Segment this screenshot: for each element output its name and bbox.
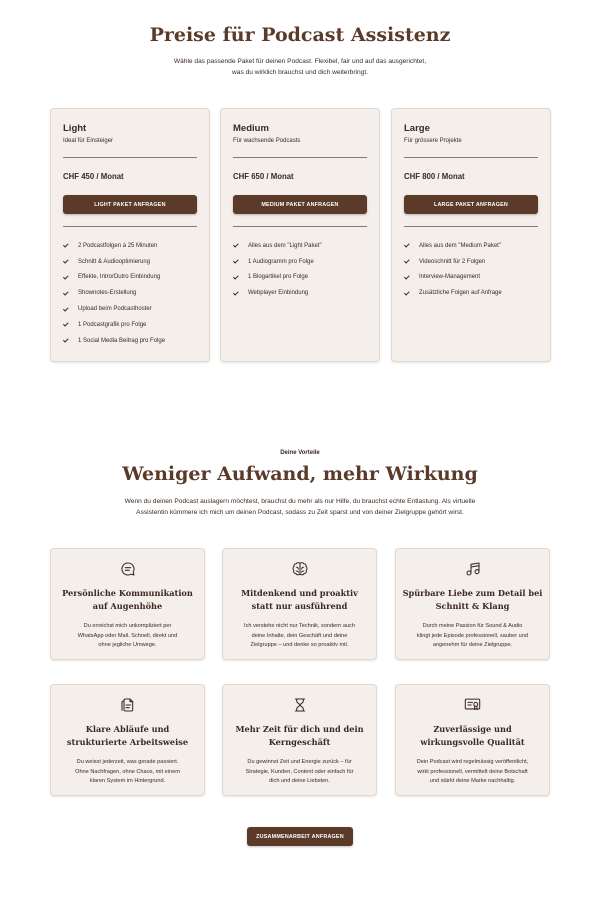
feature-item bbox=[63, 317, 201, 333]
benefit-text bbox=[404, 622, 541, 651]
benefit-text-line: und stärkt deine Marke nachhaltig. bbox=[429, 778, 516, 785]
pricing-title: Preise für Podcast Assistenz bbox=[149, 24, 451, 46]
benefit-card bbox=[395, 548, 550, 660]
check-icon bbox=[233, 290, 239, 296]
check-icon bbox=[63, 337, 69, 343]
divider bbox=[404, 157, 538, 158]
benefit-card bbox=[222, 548, 377, 660]
feature-label: Schnitt & Audiooptimierung bbox=[78, 258, 151, 265]
benefit-title-line: auf Augenhöhe bbox=[92, 600, 163, 611]
feature-item bbox=[404, 285, 542, 301]
benefit-title-line: Schnitt & Klang bbox=[435, 600, 510, 611]
pricing-subtitle-line: was du wirklich brauchst und dich weiterbringt. bbox=[232, 68, 368, 76]
light-package-request-button[interactable]: LIGHT PAKET ANFRAGEN bbox=[63, 195, 197, 214]
feature-label: 1 Audiogramm pro Folge bbox=[248, 258, 314, 265]
benefits-subtitle bbox=[95, 497, 505, 518]
feature-label: 1 Social Media Beitrag pro Folge bbox=[78, 337, 166, 344]
benefit-title-line: statt nur ausführend bbox=[251, 600, 348, 611]
benefit-text-line: wirkt professionell, vermittelt deine Botschaft bbox=[417, 768, 528, 775]
benefit-text bbox=[231, 622, 368, 651]
benefits-subtitle-line: Assistentin kümmere ich mich um deinen Podcast, sodass zu Zeit sparst und von deiner Zielgruppe gehört wirst. bbox=[136, 508, 464, 516]
benefit-text-line: klingt jede Episode professionell, sauber und bbox=[416, 632, 528, 639]
benefit-text-line: Dein Podcast wird regelmässig veröffentlicht, bbox=[416, 759, 529, 765]
benefit-title-line: Mitdenkend und proaktiv bbox=[241, 588, 358, 598]
check-icon bbox=[63, 290, 69, 296]
feature-label: Videoschnitt für 2 Folgen bbox=[419, 258, 486, 265]
benefit-text-line: Strategie, Kunden, Content oder einfach für bbox=[245, 768, 354, 775]
plan-name: Large bbox=[404, 123, 430, 134]
benefit-text-line: Durch meine Passion für Sound & Audio bbox=[422, 623, 523, 629]
benefit-text-line: Du erreichst mich unkompliziert per bbox=[83, 623, 172, 629]
feature-item bbox=[404, 238, 542, 254]
check-icon bbox=[404, 258, 410, 264]
feature-item bbox=[404, 270, 542, 286]
plan-name: Light bbox=[63, 123, 87, 134]
feature-label: 2 Podcastfolgen à 25 Minuten bbox=[78, 242, 158, 249]
benefit-title bbox=[57, 587, 198, 612]
certificate-icon bbox=[464, 697, 481, 713]
documents-icon bbox=[120, 697, 136, 713]
feature-label: Upload beim Podcasthoster bbox=[78, 306, 152, 313]
large-package-request-button[interactable]: LARGE PAKET ANFRAGEN bbox=[404, 195, 538, 214]
section-eyebrow: Deine Vorteile bbox=[280, 450, 320, 456]
divider bbox=[63, 157, 197, 158]
benefit-title bbox=[402, 723, 543, 748]
benefit-text-line: ohne jegliche Umwege. bbox=[98, 642, 157, 649]
feature-item bbox=[233, 270, 371, 286]
music-note-icon bbox=[465, 561, 481, 577]
feature-label: Webplayer Einbindung bbox=[248, 290, 309, 297]
divider bbox=[404, 226, 538, 227]
feature-label: Alles aus dem "Light Paket" bbox=[248, 242, 322, 249]
medium-package-request-button[interactable]: MEDIUM PAKET ANFRAGEN bbox=[233, 195, 367, 214]
feature-label: Zusätzliche Folgen auf Anfrage bbox=[419, 290, 502, 297]
plan-tagline: Für wachsende Podcasts bbox=[233, 138, 301, 144]
check-icon bbox=[404, 290, 410, 296]
plan-price: CHF 800 / Monat bbox=[404, 172, 465, 181]
benefit-title bbox=[229, 587, 370, 612]
feature-item bbox=[63, 238, 201, 254]
benefit-title-line: Mehr Zeit für dich und dein bbox=[235, 724, 364, 734]
benefit-title-line: Klare Abläufe und bbox=[85, 724, 170, 734]
feature-item bbox=[233, 254, 371, 270]
benefits-subtitle-line: Wenn du deinen Podcast auslagern möchtest, brauchst du mehr als nur Hilfe, du brauchst echte Entlastung. Als virtuelle bbox=[124, 498, 476, 505]
feature-label: Effekte, Intro/Outro Einbindung bbox=[78, 274, 161, 281]
feature-item bbox=[63, 270, 201, 286]
feature-item bbox=[63, 301, 201, 317]
feature-item bbox=[63, 254, 201, 270]
plan-price: CHF 450 / Monat bbox=[63, 172, 124, 181]
plan-tagline: Ideal für Einsteiger bbox=[63, 138, 114, 144]
check-icon bbox=[63, 274, 69, 280]
plan-price: CHF 650 / Monat bbox=[233, 172, 294, 181]
benefits-title: Weniger Aufwand, mehr Wirkung bbox=[122, 463, 478, 485]
benefit-text-line: Ohne Nachfragen, ohne Chaos, mit einem bbox=[75, 768, 180, 775]
benefit-text-line: Ich verstehe nicht nur Technik, sondern auch bbox=[244, 623, 355, 629]
pricing-subtitle-line: Wähle das passende Paket für deinen Podcast. Flexibel, fair und auf das ausgerichtet, bbox=[173, 58, 427, 65]
feature-item bbox=[63, 333, 201, 349]
benefit-title-line: Kerngeschäft bbox=[268, 736, 331, 747]
divider bbox=[233, 226, 367, 227]
benefit-title-line: strukturierte Arbeitsweise bbox=[66, 736, 189, 747]
benefit-text-line: angenehm für deine Zielgruppe. bbox=[432, 642, 513, 649]
benefit-text bbox=[231, 758, 368, 787]
benefit-card bbox=[222, 684, 377, 796]
feature-list bbox=[404, 238, 542, 301]
benefit-title-line: Zuverlässige und bbox=[433, 724, 512, 734]
collaboration-request-button[interactable]: ZUSAMMENARBEIT ANFRAGEN bbox=[247, 827, 353, 846]
divider bbox=[233, 157, 367, 158]
benefit-title bbox=[57, 723, 198, 748]
benefit-text-line: dich und deine Liebsten. bbox=[269, 778, 330, 785]
benefit-text bbox=[59, 622, 196, 651]
check-icon bbox=[63, 258, 69, 264]
feature-list bbox=[233, 238, 371, 301]
divider bbox=[63, 226, 197, 227]
feature-item bbox=[404, 254, 542, 270]
benefit-text-line: Du weisst jederzeit, was gerade passiert. bbox=[76, 759, 179, 765]
feature-item bbox=[63, 285, 201, 301]
hourglass-icon bbox=[292, 697, 308, 713]
feature-list bbox=[63, 238, 201, 349]
benefit-title bbox=[229, 723, 370, 748]
feature-item bbox=[233, 285, 371, 301]
benefit-card bbox=[50, 684, 205, 796]
check-icon bbox=[404, 274, 410, 280]
benefit-title-line: Persönliche Kommunikation bbox=[62, 588, 193, 598]
pricing-subtitle bbox=[130, 57, 470, 78]
plan-name: Medium bbox=[233, 123, 269, 134]
benefit-text-line: Zielgruppe – und denke so proaktiv mit. bbox=[250, 642, 349, 649]
plan-tagline: Für grössere Projekte bbox=[404, 138, 462, 144]
benefit-card bbox=[395, 684, 550, 796]
check-icon bbox=[233, 274, 239, 280]
feature-label: Alles aus dem "Medium Paket" bbox=[419, 242, 501, 249]
feature-label: Shownotes-Erstellung bbox=[78, 290, 137, 297]
benefit-card bbox=[50, 548, 205, 660]
benefit-text-line: klaren System im Hintergrund. bbox=[89, 778, 166, 785]
check-icon bbox=[63, 242, 69, 248]
check-icon bbox=[233, 242, 239, 248]
check-icon bbox=[233, 258, 239, 264]
benefit-text bbox=[59, 758, 196, 787]
benefit-text-line: deine Inhalte, dein Geschäft und deine bbox=[251, 632, 348, 639]
benefit-text bbox=[404, 758, 541, 787]
chat-bubble-icon bbox=[120, 561, 136, 577]
benefit-text-line: Du gewinnst Zeit und Energie zurück – für bbox=[247, 759, 352, 765]
plan-card-light bbox=[50, 108, 210, 362]
plan-card-medium bbox=[220, 108, 380, 362]
check-icon bbox=[63, 321, 69, 327]
check-icon bbox=[404, 242, 410, 248]
plan-card-large bbox=[391, 108, 551, 362]
feature-item bbox=[233, 238, 371, 254]
brain-icon bbox=[291, 561, 309, 577]
benefit-title-line: wirkungsvolle Qualität bbox=[420, 736, 525, 747]
feature-label: Interview-Management bbox=[419, 274, 481, 281]
benefit-title-line: Spürbare Liebe zum Detail bei bbox=[402, 588, 543, 598]
benefit-title bbox=[402, 587, 543, 612]
feature-label: 1 Podcastgrafik pro Folge bbox=[78, 321, 147, 328]
feature-label: 1 Blogartikel pro Folge bbox=[248, 274, 309, 281]
check-icon bbox=[63, 306, 69, 312]
benefit-text-line: WhatsApp oder Mail. Schnell, direkt und bbox=[77, 632, 178, 639]
